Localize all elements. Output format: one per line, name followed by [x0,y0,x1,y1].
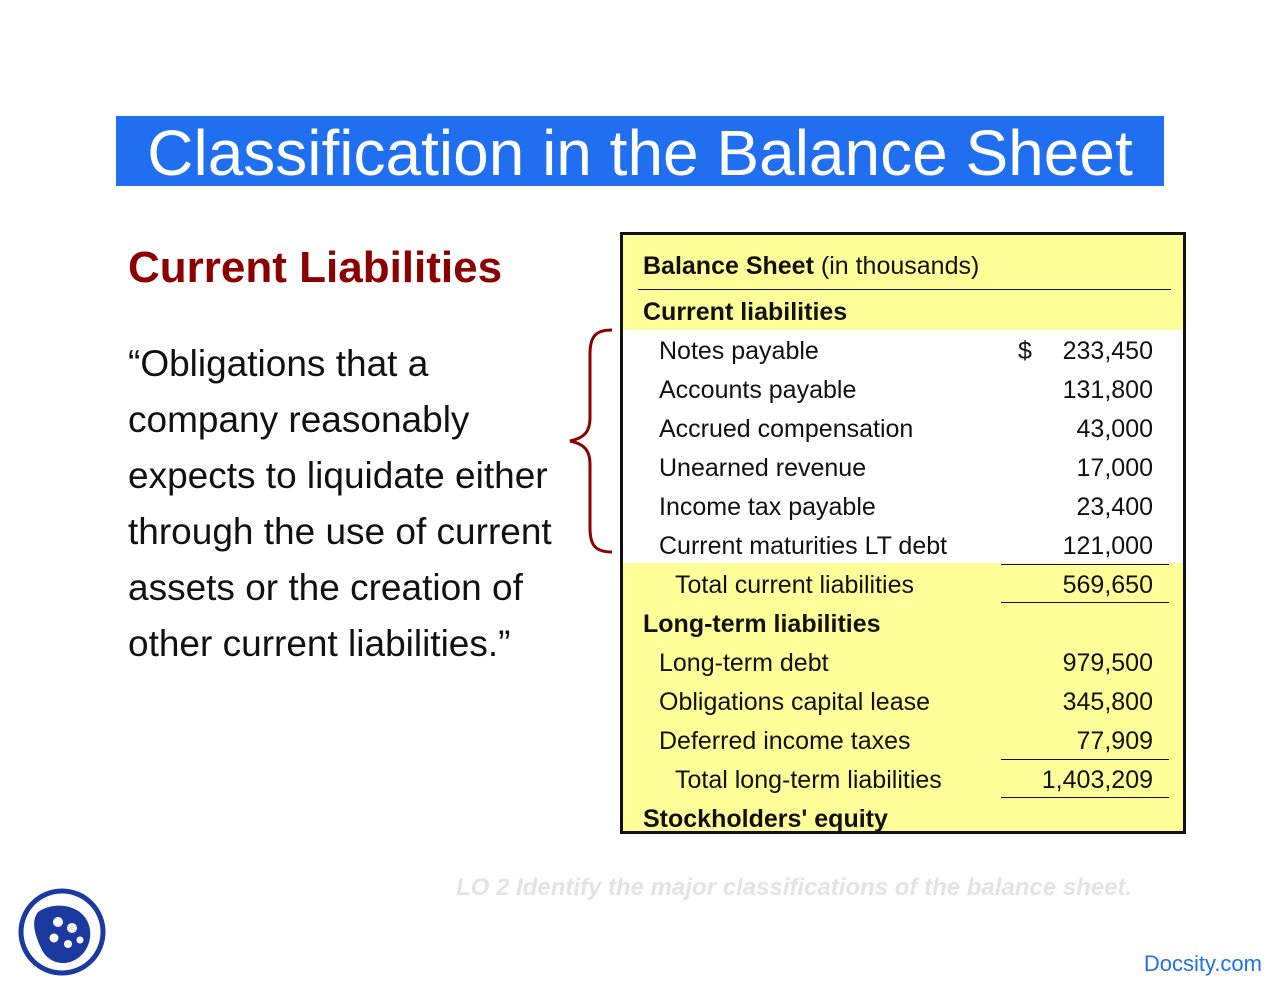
table-row: Income tax payable 23,400 [659,493,1153,521]
table-row: Long-term debt 979,500 [659,649,1153,677]
table-row: Accounts payable 131,800 [659,376,1153,404]
quote-line: expects to liquidate either [128,455,548,496]
quote-line: “Obligations that a [128,343,429,384]
table-row: Unearned revenue 17,000 [659,454,1153,482]
table-row: Notes payable $ 233,450 [623,332,1183,371]
current-liabilities-header: Current liabilities [643,298,848,326]
header-rule [638,289,1171,290]
currency-symbol: $ [1018,337,1032,365]
table-row: Current maturities LT debt 121,000 [659,532,1153,560]
long-term-liabilities-header: Long-term liabilities [643,610,881,638]
subtotal-rule [1001,564,1169,565]
stockholders-equity-header: Stockholders' equity [643,805,888,833]
total-rule [1001,797,1169,798]
section-heading: Current Liabilities [128,243,503,292]
total-current-row: Total current liabilities 569,650 [675,571,1153,599]
quote-line: other current liabilities.” [128,623,511,664]
sheet-unit: (in thousands) [820,252,980,280]
learning-objective: LO 2 Identify the major classifications of the balance sheet. [456,874,1133,901]
brand-link[interactable]: Docsity.com [1143,951,1262,976]
table-row: Deferred income taxes 77,909 [659,727,1153,755]
total-rule [1001,602,1169,603]
quote-line: through the use of current [128,511,552,552]
quote-line: assets or the creation of [128,567,523,608]
curly-brace-icon [566,326,616,556]
table-row: Obligations capital lease 345,800 [659,688,1153,716]
sheet-title: Balance Sheet [643,252,814,280]
slide-title: Classification in the Balance Sheet [116,116,1164,186]
sheet-title-row [623,247,1183,286]
table-row: Accrued compensation 43,000 [659,415,1153,443]
definition-quote [128,336,588,672]
docsity-logo-icon [18,888,106,976]
balance-sheet-table [620,232,1186,834]
total-long-term-row: Total long-term liabilities 1,403,209 [675,766,1153,794]
quote-line: company reasonably [128,399,470,440]
subtotal-rule [1001,759,1169,760]
